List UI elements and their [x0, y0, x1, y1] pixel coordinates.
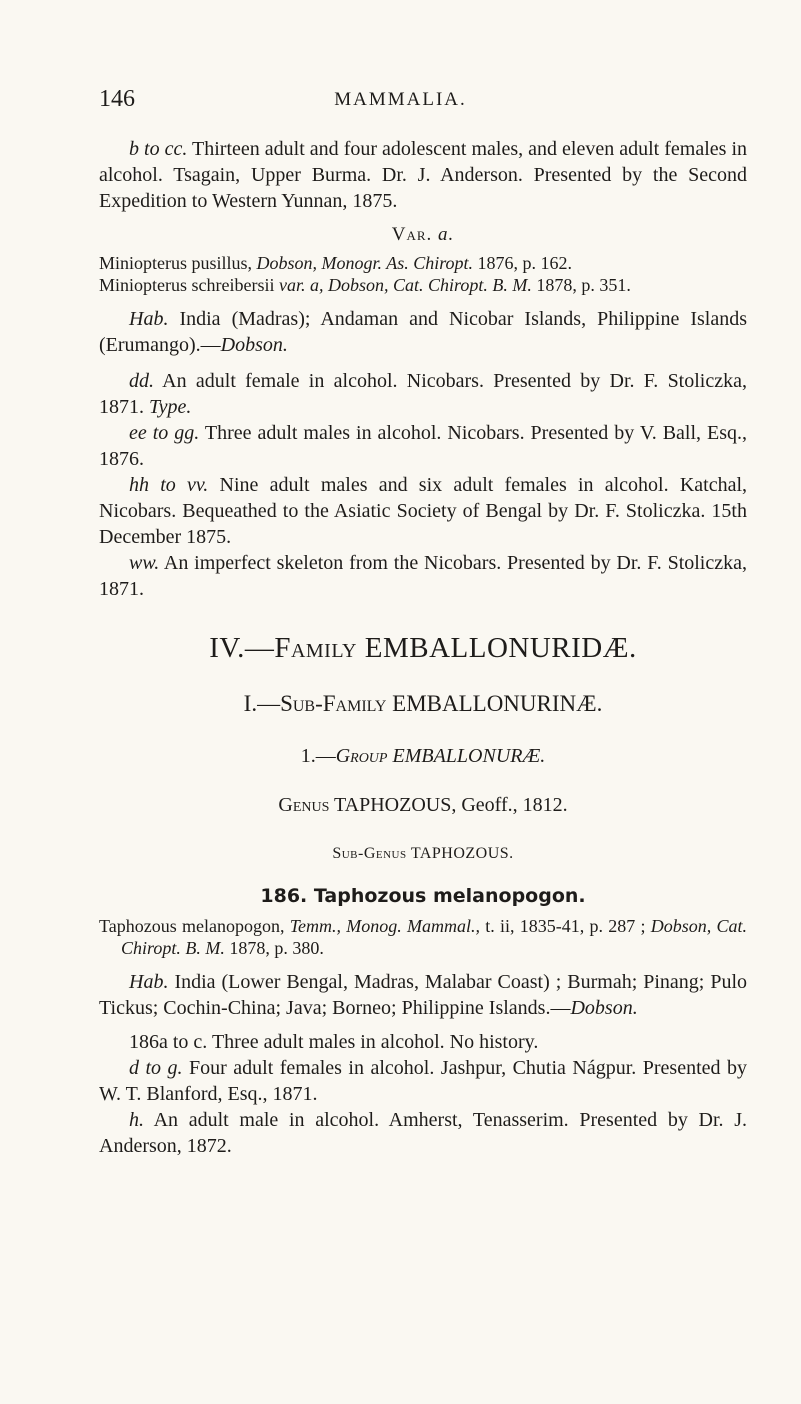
- variety-heading: Var. a.: [391, 224, 455, 245]
- family-heading: IV.—Family EMBALLONURIDÆ.: [209, 632, 637, 664]
- habitat-entry: Hab. India (Lower Bengal, Madras, Malabar Coast) ; Burmah; Pinang; Pulo Tickus; Cochin-China; Java; Borneo; Philippine Islands.—Dobson.: [99, 971, 747, 1019]
- specimen-entry: ww. An imperfect skeleton from the Nicobars. Presented by Dr. F. Stoliczka, 1871.: [99, 552, 747, 600]
- specimen-entry: [99, 136, 747, 214]
- page-body: [99, 136, 747, 1159]
- specimen-text: Thirteen adult and four adolescent males, and eleven adult females in alcohol. Tsagain, Upper Burma. Dr. J. Anderson. Presented by the Second Expedition to Western Yunnan, 1875.: [99, 138, 748, 212]
- page-header: [0, 86, 801, 114]
- synonym-entry: Taphozous melanopogon, Temm., Monog. Mammal., t. ii, 1835-41, p. 287 ; Dobson, Cat. Chiropt. B. M. 1878, p. 380.: [99, 916, 748, 958]
- species-heading: 186. Taphozous melanopogon.: [260, 885, 586, 907]
- specimen-entry: 186a to c. Three adult males in alcohol. No history.: [129, 1031, 539, 1053]
- group-heading: 1.—Group EMBALLONURÆ.: [300, 745, 546, 767]
- specimen-entry: ee to gg. Three adult males in alcohol. Nicobars. Presented by V. Ball, Esq., 1876.: [99, 422, 748, 470]
- synonym-entry: Miniopterus pusillus, Dobson, Monogr. As. Chiropt. 1876, p. 162.: [99, 253, 573, 273]
- running-title: MAMMALIA.: [334, 89, 467, 110]
- specimen-entry: h. An adult male in alcohol. Amherst, Tenasserim. Presented by Dr. J. Anderson, 1872.: [99, 1109, 747, 1157]
- specimen-entry: d to g. Four adult females in alcohol. Jashpur, Chutia Nágpur. Presented by W. T. Blanford, Esq., 1871.: [99, 1057, 747, 1105]
- specimen-label: b to cc.: [129, 138, 188, 160]
- specimen-entry: dd. An adult female in alcohol. Nicobars. Presented by Dr. F. Stoliczka, 1871. Type.: [99, 370, 747, 418]
- subgenus-heading: Sub-Genus TAPHOZOUS.: [332, 845, 514, 862]
- specimen-entry: hh to vv. Nine adult males and six adult females in alcohol. Katchal, Nicobars. Bequeathed to the Asiatic Society of Bengal by Dr. F. Stoliczka. 15th December 1875.: [99, 474, 748, 548]
- subfamily-heading: I.—Sub-Family EMBALLONURINÆ.: [243, 691, 603, 716]
- genus-heading: Genus TAPHOZOUS, Geoff., 1812.: [278, 794, 568, 816]
- habitat-entry: Hab. India (Madras); Andaman and Nicobar Islands, Philippine Islands (Erumango).—Dobson.: [99, 308, 747, 356]
- synonym-entry: Miniopterus schreibersii var. a, Dobson, Cat. Chiropt. B. M. 1878, p. 351.: [99, 275, 631, 295]
- page-number: 146: [99, 86, 135, 112]
